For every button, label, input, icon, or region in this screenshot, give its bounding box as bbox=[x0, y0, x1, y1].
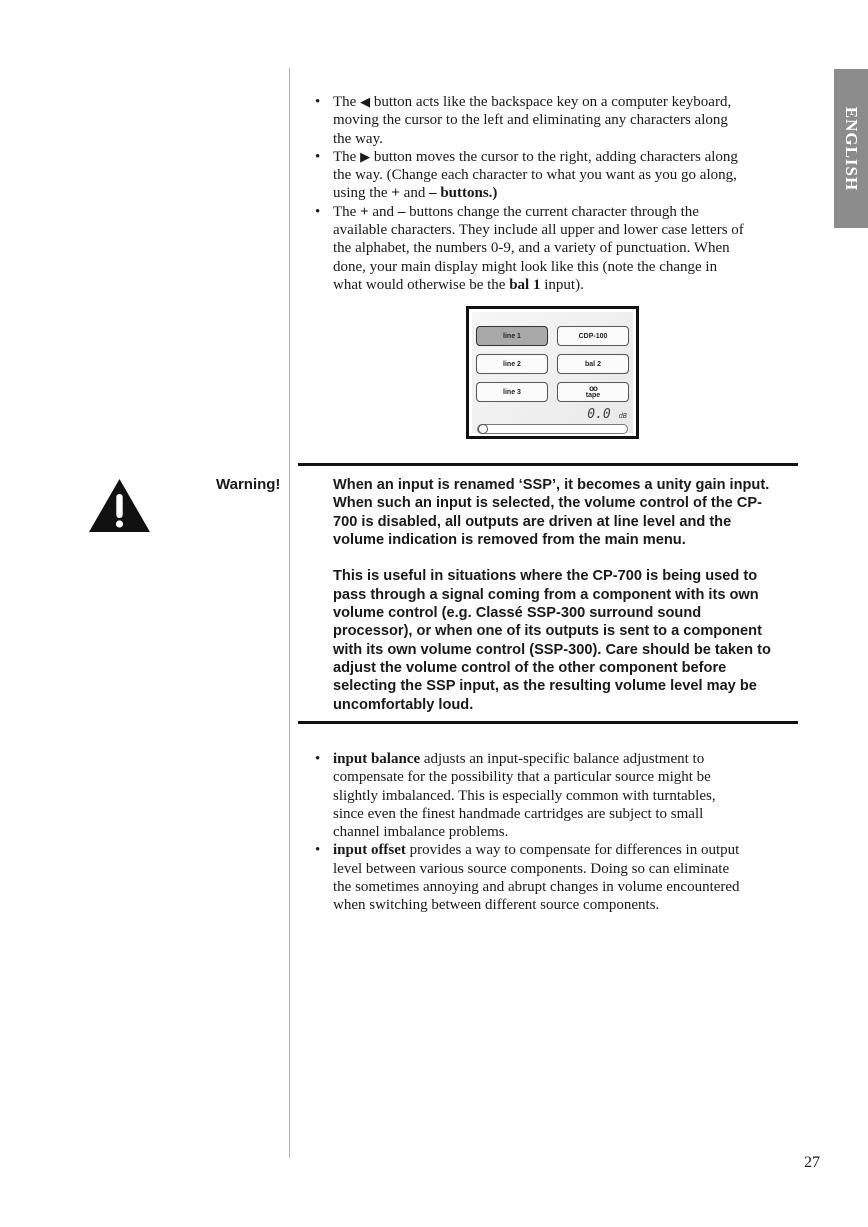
list-item: • The ◀ button acts like the backspace key on a computer keyboard, moving the cursor to the left and eliminating any characters along the way. bbox=[315, 93, 745, 148]
language-tab bbox=[834, 69, 868, 228]
warning-triangle-icon bbox=[88, 478, 151, 533]
language-tab-label: ENGLISH bbox=[842, 106, 861, 191]
warning-bottom-rule bbox=[298, 721, 798, 724]
input-button-cdp-100: CDP-100 bbox=[557, 326, 629, 346]
input-button-line-3: line 3 bbox=[476, 382, 548, 402]
top-bullet-list bbox=[315, 93, 745, 294]
tape-icon: oo bbox=[589, 384, 597, 393]
list-item: • input balance adjusts an input-specific balance adjustment to compensate for the possibility that a particular source might be slightly imbalanced. This is especially common with turntables, since even the finest handmade cartridges are subject to small channel imbalance problems. bbox=[315, 750, 745, 841]
page-number: 27 bbox=[804, 1154, 820, 1171]
warning-top-rule bbox=[298, 463, 798, 466]
list-item: • The + and – buttons change the current character through the available characters. They include all upper and lower case letters of the alphabet, the numbers 0-9, and a variety of punctuation. When done, your main display might look like this (note the change in what would otherwise be the bal 1 input). bbox=[315, 203, 745, 294]
input-button-bal-2: bal 2 bbox=[557, 354, 629, 374]
warning-paragraph: When an input is renamed ‘SSP’, it becomes a unity gain input. When such an input is selected, the volume control of the CP-700 is disabled, all outputs are driven at line level and the volume indication is removed from the main menu. bbox=[333, 477, 770, 548]
warning-paragraph: This is useful in situations where the CP-700 is being used to pass through a signal coming from a component with its own volume control (e.g. Classé SSP-300 surround sound processor), or when one of its outputs is sent to a component with its own volume control (SSP-300). Care should be taken to adjust the volume control of the other component before selecting the SSP input, as the resulting volume level may be uncomfortably loud. bbox=[333, 568, 771, 713]
bottom-bullet-list bbox=[315, 750, 745, 915]
display-panel bbox=[472, 312, 633, 433]
left-arrow-icon: ◀ bbox=[360, 94, 371, 109]
volume-bar bbox=[477, 424, 628, 434]
input-button-line-1: line 1 bbox=[476, 326, 548, 346]
warning-text bbox=[333, 476, 773, 714]
volume-knob-icon bbox=[478, 424, 488, 434]
input-button-tape: oo tape bbox=[557, 382, 629, 402]
margin-rule bbox=[289, 68, 290, 1158]
volume-readout: 0.0 dB bbox=[587, 407, 627, 422]
display-screenshot bbox=[466, 306, 639, 439]
right-arrow-icon: ▶ bbox=[360, 148, 371, 164]
list-item: • input offset provides a way to compensate for differences in output level between various source components. Doing so can eliminate the sometimes annoying and abrupt changes in volume encountered when switching between different source components. bbox=[315, 841, 745, 914]
input-button-line-2: line 2 bbox=[476, 354, 548, 374]
list-item: • The ▶ button moves the cursor to the right, adding characters along the way. (Change each character to what you want as you go along, using the + and – buttons.) bbox=[315, 148, 745, 203]
warning-label: Warning! bbox=[216, 476, 281, 493]
